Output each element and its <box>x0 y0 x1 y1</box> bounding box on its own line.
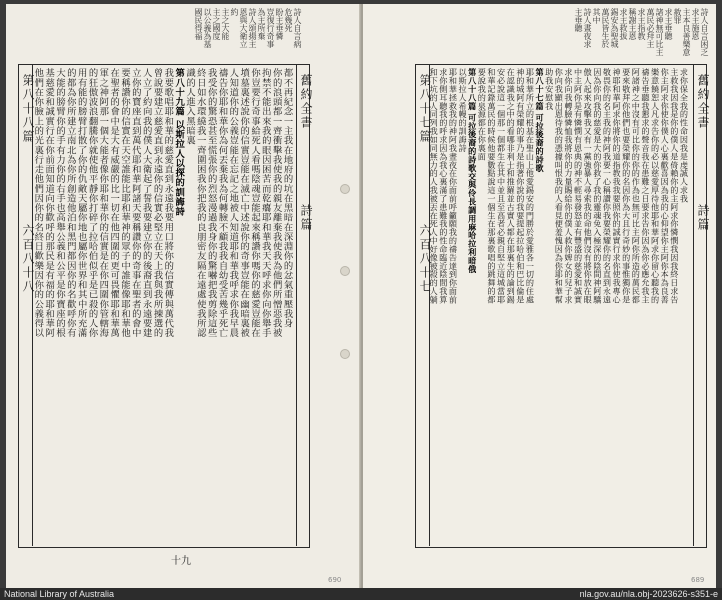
margin-note: 為主所棄 <box>257 8 266 40</box>
text-column: 我要歌唱耶和華的慈愛直到永遠我要用口將你的信實傳與萬代我 <box>162 68 174 338</box>
margin-note: 主本良善樂意 <box>682 8 691 56</box>
margin-note: 恩與大衛立 <box>239 8 248 48</box>
margin-note: 其中 <box>592 8 601 24</box>
text-column: 阿諸神之中沒有可比你的你的作為也無可比主阿你所造的萬民都 <box>631 68 642 304</box>
text-column: 敬畏你的名主我的神阿我要一心稱讚你我要榮耀你的名直到永遠 <box>602 68 613 304</box>
text-column: 拘禁不能出來我的眼因困苦而乾癟耶和華我天天呼求你向你舉手 <box>259 68 271 338</box>
text-column: 和華記錄萬民的時候他要數點說這一個生在那裏歌唱的跳舞的都 <box>486 68 497 304</box>
text-column: 求你保全我的性命因我是虔誠人求我 <box>679 68 690 203</box>
text-column: 用有能的膀臂打散了你的仇敵天屬你地也屬你世界和其中所充滿 <box>75 68 87 338</box>
margin-note: 危幾死 <box>284 8 293 32</box>
text-column: 你向我顯出恩待我的憑據叫恨我的人看見便羞愧因為你耶和華幫 <box>554 68 565 304</box>
margin-note: 求主施恩 <box>691 8 700 40</box>
text-column: 你豈要行奇事給死人看嗎陰魂豈能起來稱讚你嗎你的慈愛豈能在 <box>248 68 260 338</box>
text-column: 求你側耳聽我的呼求因為我心裏滿了患難我的性命臨近陰間我算 <box>438 68 449 304</box>
text-column: 你的浪頭都一齊衝擊我使我的親友離棄我使我為他們所憎惡我被 <box>270 68 282 338</box>
text-column: 立你的寶座直到萬代耶和華阿諸天要稱讚你的奇事在聖者的會中 <box>129 68 141 338</box>
text-column: 神耶和華阿求你將你的道指教我我要照你的誠實行求你使我專心 <box>612 68 623 304</box>
text-column: 的都為你所建立南北為你所創造他泊和黑門都因你的名歡呼你有 <box>64 68 76 338</box>
text-column: 樂意饒恕人凡求告你的必以慈愛厚待他耶和華阿求你留心聽我的 <box>650 68 661 304</box>
text-column: 求你向我轉臉憐恤我將你的力量賜給你的僕人救你婢女的兒子求 <box>563 68 574 304</box>
header-rule <box>296 64 297 546</box>
text-column: 安必說這一個那一個都生在其中並且至高者必親自堅立這城當耶 <box>496 68 507 304</box>
margin-note: 主之大能 <box>221 8 230 40</box>
text-column: 第八十七篇 可拉後裔的詩歌 <box>535 68 546 173</box>
text-column: 墳墓裏述說你的信實豈能在滅亡中述說你的奇事豈能在幽暗裏被 <box>238 68 250 338</box>
header-title: 舊約全書 <box>696 74 710 130</box>
text-column: 你主阿求你使你僕人心裏歡喜因為我的心仰望你主阿你本為良善 <box>660 68 671 304</box>
margin-note: 豈復行奇事 <box>266 8 275 48</box>
text-column: 主救我因我是你的僕人是倚賴你的主阿求你憐憫我因我終日求告 <box>669 68 680 304</box>
left-page <box>6 4 361 588</box>
margin-note: 盼主垂憐 <box>275 8 284 40</box>
text-column: 因為你向我的慈愛是大的你救了我的靈魂免入極深的陰間神阿驕 <box>592 68 603 304</box>
text-column: 助我安慰我 <box>544 68 555 111</box>
text-column: 耶和華所立的根基在聖山上他愛錫安的門勝於愛雅各一切的住處 <box>525 68 536 304</box>
section-title: 詩篇 <box>299 204 313 232</box>
text-column: 耶和華拯救我的神阿我晝夜在你面前呼籲願我的禱告達到你面前 <box>448 68 459 304</box>
pencil-mark: 690 <box>328 576 342 584</box>
text-column: 曾說要建立慈愛直到永遠你的信實必堅立在天上我與我所揀選的 <box>151 68 163 338</box>
margin-note: 諸神無可比主 <box>655 8 664 56</box>
text-column: 要說我的泉源都在你裏面 <box>477 68 488 161</box>
pencil-mark: 689 <box>691 576 705 584</box>
text-column: 禱告你耶和華你為何丟棄我為何轉臉不顧我我自幼受苦幾乎死亡 <box>216 68 228 338</box>
text-column: 要稱讚你的信實在天空誰能比耶和華神的眾子中誰能像耶和華他 <box>118 68 130 338</box>
margin-note: 以公義為基 <box>203 8 212 48</box>
header-title: 舊約全書 <box>299 74 313 130</box>
header-rule <box>693 64 694 546</box>
page-number: 六百八十七 <box>418 224 432 294</box>
margin-note: 詩人頌揚主 <box>248 8 257 48</box>
margin-note: 稱謝主恩 <box>628 8 637 40</box>
text-column: 人立了約向我的僕人大衛起了誓我要建立你的後裔直到永遠要建 <box>140 68 152 338</box>
folio-number: 十九 <box>171 556 191 567</box>
text-column: 中主阿你是有憐憫有恩典的神不輕易發怒並有豐盛的慈愛和誠實 <box>573 68 584 304</box>
text-column: 人知道你的公義豈能在忘記之地被人知道耶和華我呼求你我早晨 <box>227 68 239 338</box>
text-column: 第八十八篇 可拉後裔的詩歌交與伶長調用麻哈拉利暗俄 <box>467 68 478 274</box>
margin-note: 求主指教 <box>637 8 646 40</box>
text-column: 我受你的驚恐甚至慌張你的烈怒漫過我身你的驚嚇把我剪除這些 <box>205 68 217 338</box>
text-column: 的狂傲波浪翻騰你就使他平靜你打碎了拉哈伯似乎是已殺的人你 <box>86 68 98 338</box>
object-id: nla.gov.au/nla.obj-2023626-s351-e <box>579 589 718 599</box>
footer-bar <box>0 588 722 600</box>
text-column: 軍之神阿那一個大能者像你耶和華你的信實是在你四圍你管轄海 <box>97 68 109 338</box>
margin-note: 萬民必拜主 <box>646 8 655 48</box>
section-title: 詩篇 <box>696 204 710 232</box>
margin-note: 詩人自言困乏 <box>700 8 709 56</box>
margin-note: 萬民皆生於 <box>601 8 610 48</box>
right-page <box>363 4 716 588</box>
text-column: 和下坑的人同列我如同無力的人我被丟在死人中好像被殺的人躺 <box>429 68 440 304</box>
margin-note: 詩人自言病 <box>293 8 302 48</box>
text-column: 以斯拉人希幔的訓誨詩 <box>458 68 468 153</box>
binding-hole <box>340 349 350 359</box>
text-column: 基慈愛和誠實行在你前面知道向你歡呼的那民是有福的耶和華阿 <box>43 68 55 338</box>
text-column: 識的人進入黑暗裏 <box>183 68 195 146</box>
text-column: 他們在你臉上的光裏行走他們因你的名終日歡樂因你的公義得以 <box>32 68 44 338</box>
text-column: 第八十九篇 以斯拉人以探的訓誨詩 <box>173 68 185 216</box>
library-credit: National Library of Australia <box>4 589 115 599</box>
margin-note: 錫安為聖城 <box>610 8 619 48</box>
text-column: 要來敬拜你他們也要榮耀你的名因你為大且行奇妙的事惟獨你是 <box>621 68 632 304</box>
margin-note: 約 <box>230 8 239 16</box>
text-column: 都不再紀念一主我在地府的坑在黑暗在深淵你的忿氣重壓我身 <box>281 68 293 329</box>
margin-note: 赦罪 <box>673 8 682 24</box>
margin-note: 國民得福 <box>194 8 203 40</box>
page-label: 第八十七篇 <box>418 74 432 144</box>
text-column: 神的城阿有榮耀的事乃是指著你說的我要提起拉哈伯和巴比倫是 <box>515 68 526 304</box>
page-number: 六百八十八 <box>21 224 35 294</box>
margin-note: 主之國度 <box>212 8 221 40</box>
text-column: 大能的膀臂你的手有力你的右手也高舉公義和公平是你寶座的根 <box>53 68 65 338</box>
book-spread <box>6 4 716 588</box>
margin-note: 詩人晝夜求 <box>583 8 592 48</box>
margin-note: 求主垂聽 <box>664 8 673 40</box>
margin-note: 求主救拔 <box>619 8 628 40</box>
text-column: 在認識我之中的看哪非利士和推羅並古實人都在那裏生的論到錫 <box>506 68 517 304</box>
binding-hole <box>340 184 350 194</box>
text-column: 終日如水環繞我一齊圍困我你把我的良朋密友隔在遠處使我所認 <box>194 68 206 338</box>
margin-note: 主垂聽 <box>574 8 583 32</box>
text-column: 禱告垂聽我懇求的聲音我在患難之日要求告你因為你必應允我主 <box>640 68 651 304</box>
text-column: 在聖者的會中是大有威嚴的比一切在他四圍的更可畏懼耶和華萬 <box>108 68 120 338</box>
binding-hole <box>340 266 350 276</box>
page-label: 第八十八篇 <box>21 74 35 144</box>
text-column: 傲人起來攻擊我又有一黨強暴人尋索我的命他們沒有將你放在眼 <box>583 68 594 304</box>
